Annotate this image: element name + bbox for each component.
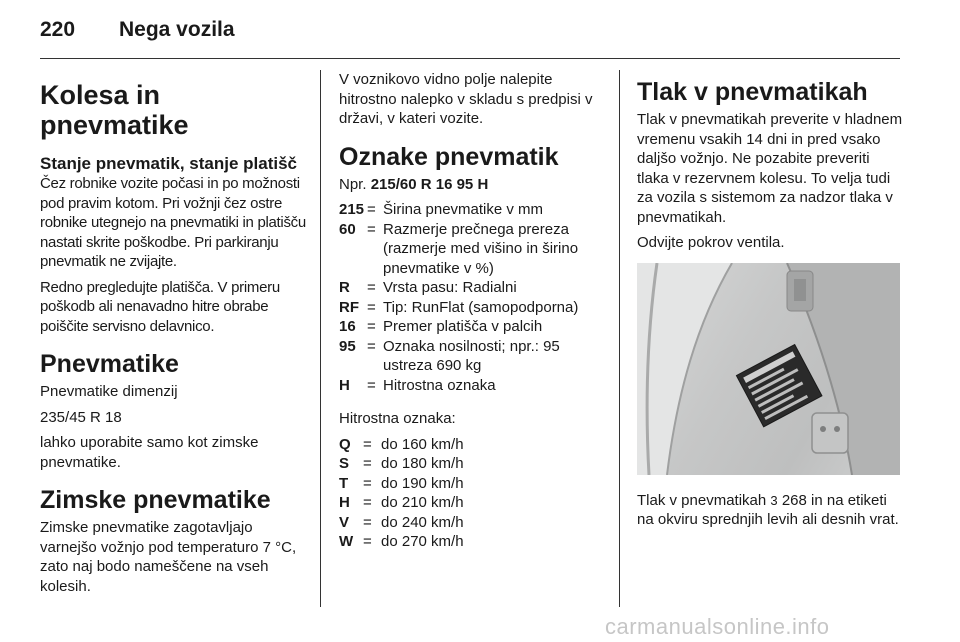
page-number: 220 — [40, 18, 76, 41]
equals-sign: = — [363, 494, 372, 511]
speed-rating-label: Hitrostna oznaka: — [339, 410, 456, 427]
heading-tyres: Pnevmatike — [40, 350, 179, 378]
pressure-ref-text: Tlak v pnevmatikah — [637, 491, 767, 509]
speed-value: do 190 km/h — [381, 474, 464, 492]
paragraph-winter-only: lahko uporabite samo kot zimske pnevmatike. — [40, 434, 259, 471]
definition-value: Razmerje prečnega prereza (razmerje med višino in širino pnevmatike v %) — [383, 220, 579, 277]
equals-sign: = — [367, 376, 376, 394]
definition-value: Širina pnevmatike v mm — [383, 201, 544, 218]
section-title: Nega vozila — [119, 18, 235, 41]
heading-winter-tyres: Zimske pnevmatike — [40, 486, 271, 514]
equals-sign: = — [363, 455, 372, 472]
paragraph-speed-sticker: V voznikovo vidno polje nalepite hitrostno nalepko v skladu s predpisi v državi, v kateri vozite. — [339, 71, 593, 127]
page-reference-icon: 3 — [770, 492, 778, 508]
paragraph-curbs: Čez robnike vozite počasi in po možnosti pod pravim kotom. Pri vožnji čez ostre robnike utegnejo na pnevmatiki in platišču nastati skrite poškodbe. Pri parkiranju pnevmatik ne zvijajte. — [40, 175, 306, 270]
door-frame-illustration — [637, 263, 900, 475]
definition-key: 16 — [339, 318, 356, 335]
definition-value: Tip: RunFlat (samopodporna) — [383, 298, 579, 316]
definition-value: Oznaka nosilnosti; npr.: 95 ustreza 690 kg — [383, 337, 560, 374]
watermark: carmanualsonline.info — [605, 614, 830, 639]
equals-sign: = — [363, 533, 372, 550]
paragraph-winter-tyres: Zimske pnevmatike zagotavljajo varnejšo vožnjo pod temperaturo 7 °C, zato naj bodo nameščene na vseh kolesih. — [40, 519, 297, 595]
paragraph-pressure-check: Tlak v pnevmatikah preverite v hladnem vremenu vsakih 14 dni in pred vsako daljšo vožnjo. Ne pozabite preveriti tlaka v rezervnem kolesu. To velja tudi za vozila s sistemom za nadzor tlaka v pnevmatikah. — [637, 111, 903, 226]
page-header — [40, 18, 900, 58]
example-line — [339, 175, 607, 195]
speed-rating-list — [339, 435, 607, 552]
definition-key: 60 — [339, 220, 356, 238]
equals-sign: = — [363, 513, 372, 531]
column-divider-1 — [320, 70, 321, 607]
paragraph-pressure-reference — [637, 491, 905, 530]
chapter-title: Kolesa in pnevmatike — [40, 80, 189, 140]
definition-key: R — [339, 279, 350, 296]
door-frame-label-photo — [637, 263, 900, 475]
equals-sign: = — [367, 298, 376, 316]
column-divider-2 — [619, 70, 620, 607]
definition-value: Hitrostna oznaka — [383, 376, 496, 394]
equals-sign: = — [367, 201, 376, 218]
equals-sign: = — [363, 435, 372, 453]
speed-key: V — [339, 513, 350, 531]
speed-key: W — [339, 533, 354, 550]
equals-sign: = — [367, 279, 376, 296]
equals-sign: = — [367, 337, 376, 355]
paragraph-valve-cap: Odvijte pokrov ventila. — [637, 234, 785, 251]
paragraph-rims: Redno pregledujte platišča. V primeru poškodb ali nenavadno hitre obrabe poiščite servisno delavnico. — [40, 278, 280, 335]
speed-value: do 240 km/h — [381, 513, 464, 531]
heading-tyre-pressure: Tlak v pnevmatikah — [637, 78, 868, 106]
paragraph-tyre-size: 235/45 R 18 — [40, 408, 122, 426]
subheading-tire-condition: Stanje pnevmatik, stanje platišč — [40, 154, 297, 173]
header-rule — [40, 58, 900, 59]
speed-value: do 160 km/h — [381, 435, 464, 453]
definition-value: Vrsta pasu: Radialni — [383, 279, 517, 296]
pressure-ref-rest: 268 in na etiketi na okviru sprednjih levih ali desnih vrat. — [637, 491, 899, 528]
paragraph-tyre-size-intro: Pnevmatike dimenzij — [40, 383, 178, 400]
example-label: Npr. — [339, 175, 367, 193]
equals-sign: = — [367, 318, 376, 335]
speed-value: do 180 km/h — [381, 455, 464, 472]
marking-definitions — [339, 200, 607, 395]
speed-key: T — [339, 474, 349, 492]
column-3 — [637, 70, 905, 536]
definition-value: Premer platišča v palcih — [383, 318, 543, 335]
definition-key: H — [339, 376, 350, 394]
speed-key: H — [339, 494, 350, 511]
speed-value: do 210 km/h — [381, 494, 464, 511]
heading-tyre-markings: Oznake pnevmatik — [339, 142, 559, 171]
example-value: 215/60 R 16 95 H — [370, 175, 489, 193]
equals-sign: = — [363, 474, 372, 492]
column-2 — [339, 70, 607, 552]
speed-value: do 270 km/h — [381, 533, 464, 550]
column-1 — [40, 70, 308, 602]
speed-key: S — [339, 455, 350, 472]
definition-key: 215 — [339, 201, 365, 218]
definition-key: 95 — [339, 337, 356, 355]
definition-key: RF — [339, 298, 359, 316]
speed-key: Q — [339, 435, 351, 453]
equals-sign: = — [367, 220, 376, 238]
